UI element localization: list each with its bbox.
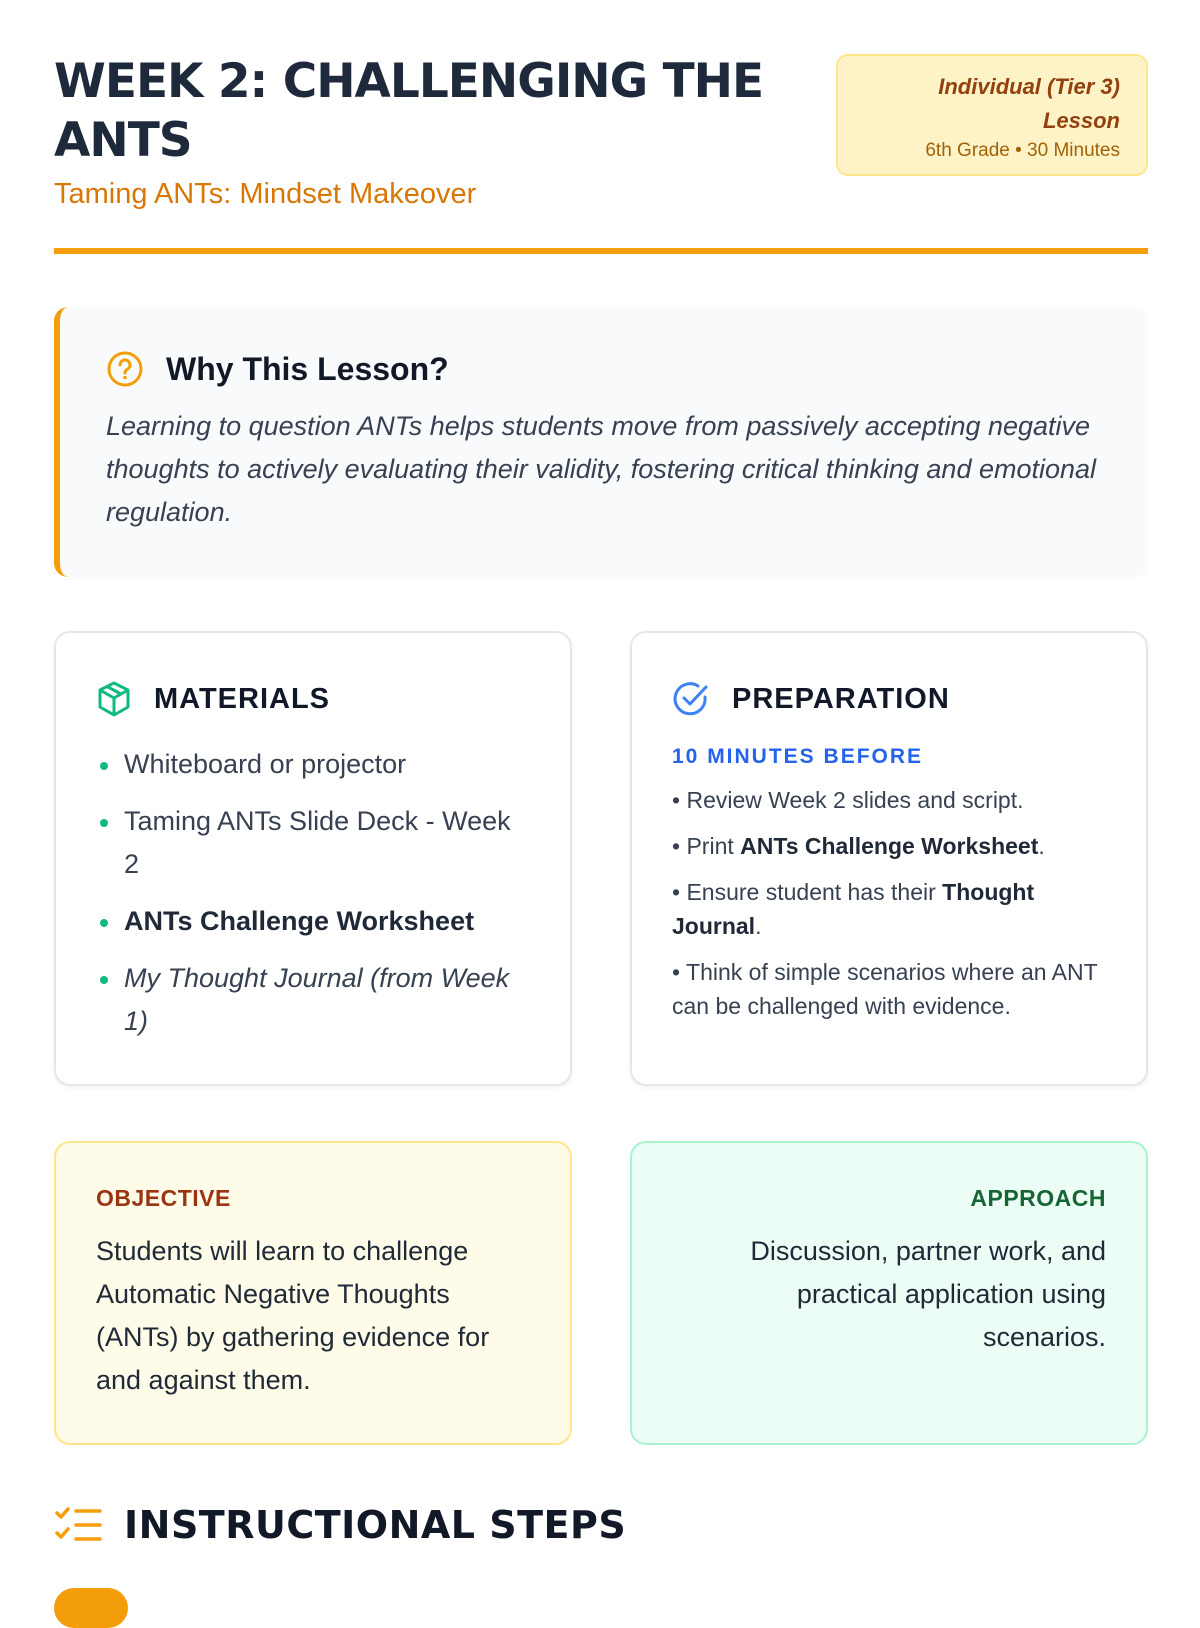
list-item: • Ensure student has their Thought Journal. [672, 879, 1035, 939]
why-header [106, 345, 1108, 393]
lesson-meta: 6th Grade • 30 Minutes [925, 140, 1120, 161]
preparation-title: PREPARATION [732, 682, 950, 715]
approach-text: Discussion, partner work, and practical application using scenarios. [750, 1236, 1106, 1352]
preparation-header [672, 677, 1106, 721]
lesson-page [54, 0, 1148, 1547]
preparation-list [672, 783, 1106, 1023]
why-title: Why This Lesson? [166, 350, 449, 387]
materials-list [96, 743, 530, 1043]
preparation-timing: 10 MINUTES BEFORE [672, 745, 924, 768]
steps-title: INSTRUCTIONAL STEPS [124, 1503, 627, 1547]
header-divider [54, 248, 1148, 254]
page-title: WEEK 2: CHALLENGING THE ANTS [54, 54, 764, 168]
list-item: Taming ANTs Slide Deck - Week 2 [96, 800, 530, 886]
approach-box [630, 1141, 1148, 1445]
list-item: • Think of simple scenarios where an ANT can be challenged with evidence. [672, 959, 1098, 1019]
lesson-type: Individual (Tier 3) Lesson [938, 74, 1120, 133]
step-number-badge [54, 1588, 128, 1628]
lesson-header [54, 0, 1148, 254]
question-circle-icon [106, 350, 144, 388]
objective-label: OBJECTIVE [96, 1185, 231, 1211]
objective-text: Students will learn to challenge Automatic Negative Thoughts (ANTs) by gathering evidence for and against them. [96, 1236, 490, 1395]
list-item: My Thought Journal (from Week 1) [96, 957, 530, 1043]
page-subtitle: Taming ANTs: Mindset Makeover [54, 178, 477, 210]
materials-card [54, 631, 572, 1086]
objective-box [54, 1141, 572, 1445]
list-item: Whiteboard or projector [96, 743, 530, 786]
list-item: • Review Week 2 slides and script. [672, 787, 1024, 813]
materials-header [96, 677, 530, 721]
check-circle-icon [672, 680, 710, 718]
box-icon [96, 680, 132, 718]
list-check-icon [54, 1505, 102, 1545]
list-item: • Print ANTs Challenge Worksheet. [672, 833, 1045, 859]
why-card [54, 307, 1148, 577]
preparation-card [630, 631, 1148, 1086]
lesson-badge [836, 54, 1148, 176]
approach-label: APPROACH [970, 1185, 1106, 1211]
why-body: Learning to question ANTs helps students move from passively accepting negative thoughts to actively evaluating their validity, fostering critical thinking and emotional regulation. [106, 411, 1097, 527]
list-item: ANTs Challenge Worksheet [96, 900, 530, 943]
steps-header [54, 1495, 626, 1555]
materials-title: MATERIALS [154, 682, 331, 715]
